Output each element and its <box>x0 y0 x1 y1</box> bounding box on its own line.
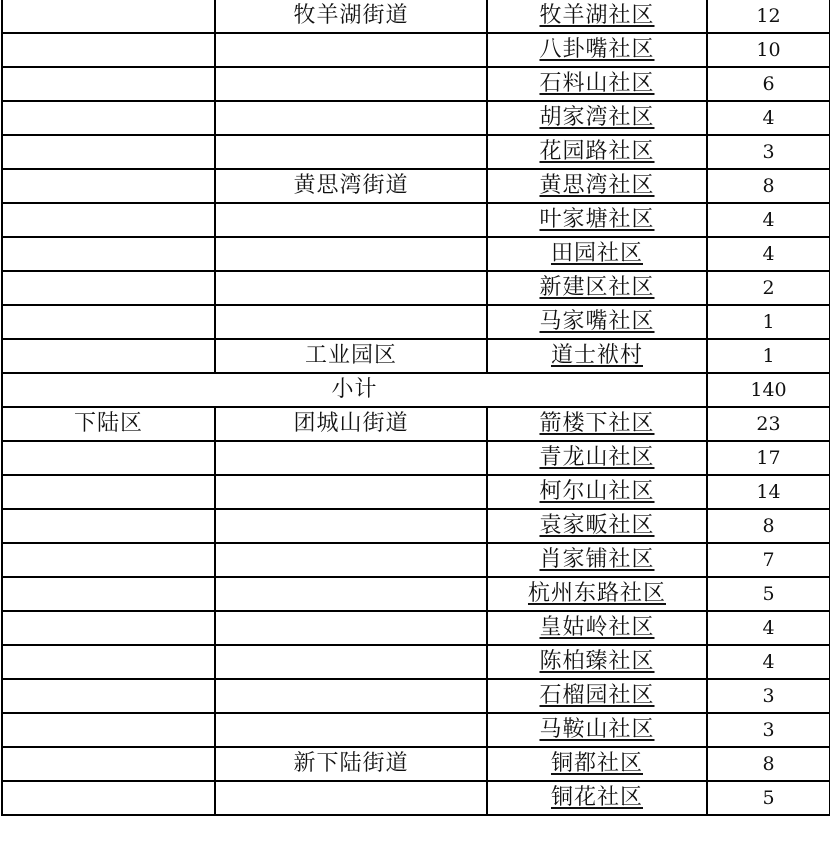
count-cell: 3 <box>707 713 830 747</box>
street-cell <box>215 679 487 713</box>
community-cell: 叶家塘社区 <box>487 203 707 237</box>
district-cell <box>2 679 215 713</box>
community-cell: 胡家湾社区 <box>487 101 707 135</box>
count-cell: 8 <box>707 169 830 203</box>
count-cell: 2 <box>707 271 830 305</box>
district-cell <box>2 203 215 237</box>
count-cell: 12 <box>707 0 830 33</box>
district-cell <box>2 271 215 305</box>
district-cell: 下陆区 <box>2 407 215 441</box>
table-row <box>2 407 830 441</box>
community-count-table <box>1 0 830 816</box>
district-cell <box>2 135 215 169</box>
table-row <box>2 509 830 543</box>
count-cell: 4 <box>707 203 830 237</box>
street-cell <box>215 713 487 747</box>
count-cell: 7 <box>707 543 830 577</box>
district-cell <box>2 713 215 747</box>
table-row <box>2 441 830 475</box>
table-row <box>2 543 830 577</box>
count-cell: 8 <box>707 509 830 543</box>
street-cell: 牧羊湖街道 <box>215 0 487 33</box>
table-row <box>2 645 830 679</box>
street-cell: 团城山街道 <box>215 407 487 441</box>
table-row <box>2 781 830 815</box>
table-row <box>2 747 830 781</box>
table-row <box>2 305 830 339</box>
street-cell <box>215 305 487 339</box>
street-cell: 黄思湾街道 <box>215 169 487 203</box>
community-cell: 铜都社区 <box>487 747 707 781</box>
district-cell <box>2 577 215 611</box>
count-cell: 10 <box>707 33 830 67</box>
street-cell: 新下陆街道 <box>215 747 487 781</box>
district-cell <box>2 339 215 373</box>
community-cell: 陈柏臻社区 <box>487 645 707 679</box>
table-row <box>2 339 830 373</box>
district-cell <box>2 33 215 67</box>
street-cell <box>215 543 487 577</box>
community-cell: 八卦嘴社区 <box>487 33 707 67</box>
district-cell <box>2 305 215 339</box>
community-cell: 田园社区 <box>487 237 707 271</box>
district-cell <box>2 509 215 543</box>
street-cell <box>215 203 487 237</box>
street-cell <box>215 781 487 815</box>
community-cell: 肖家铺社区 <box>487 543 707 577</box>
table-row <box>2 203 830 237</box>
street-cell <box>215 237 487 271</box>
district-cell <box>2 101 215 135</box>
table-row <box>2 0 830 33</box>
table-row <box>2 237 830 271</box>
count-cell: 3 <box>707 679 830 713</box>
district-cell <box>2 475 215 509</box>
community-cell: 青龙山社区 <box>487 441 707 475</box>
count-cell: 6 <box>707 67 830 101</box>
table-row <box>2 373 830 407</box>
table-row <box>2 679 830 713</box>
community-cell: 马家嘴社区 <box>487 305 707 339</box>
table-row <box>2 101 830 135</box>
street-cell <box>215 101 487 135</box>
count-cell: 5 <box>707 577 830 611</box>
street-cell <box>215 509 487 543</box>
table-row <box>2 713 830 747</box>
street-cell <box>215 33 487 67</box>
table-row <box>2 33 830 67</box>
district-cell <box>2 169 215 203</box>
street-cell <box>215 271 487 305</box>
community-cell: 牧羊湖社区 <box>487 0 707 33</box>
community-cell: 袁家畈社区 <box>487 509 707 543</box>
community-cell: 马鞍山社区 <box>487 713 707 747</box>
street-cell <box>215 135 487 169</box>
table-body <box>2 0 830 815</box>
community-cell: 道士袱村 <box>487 339 707 373</box>
subtotal-label-cell: 小计 <box>2 373 707 407</box>
street-cell <box>215 645 487 679</box>
table-row <box>2 67 830 101</box>
district-cell <box>2 781 215 815</box>
count-cell: 3 <box>707 135 830 169</box>
street-cell <box>215 475 487 509</box>
subtotal-count-cell: 140 <box>707 373 830 407</box>
count-cell: 4 <box>707 101 830 135</box>
district-cell <box>2 441 215 475</box>
count-cell: 4 <box>707 237 830 271</box>
count-cell: 23 <box>707 407 830 441</box>
street-cell <box>215 67 487 101</box>
count-cell: 14 <box>707 475 830 509</box>
table-row <box>2 271 830 305</box>
street-cell: 工业园区 <box>215 339 487 373</box>
count-cell: 8 <box>707 747 830 781</box>
community-cell: 黄思湾社区 <box>487 169 707 203</box>
table-row <box>2 135 830 169</box>
community-cell: 杭州东路社区 <box>487 577 707 611</box>
table-row <box>2 611 830 645</box>
table-row <box>2 475 830 509</box>
count-cell: 1 <box>707 339 830 373</box>
street-cell <box>215 577 487 611</box>
district-cell <box>2 747 215 781</box>
district-cell <box>2 67 215 101</box>
community-cell: 石榴园社区 <box>487 679 707 713</box>
community-cell: 花园路社区 <box>487 135 707 169</box>
community-cell: 柯尔山社区 <box>487 475 707 509</box>
district-cell <box>2 611 215 645</box>
count-cell: 4 <box>707 611 830 645</box>
table-row <box>2 169 830 203</box>
district-cell <box>2 543 215 577</box>
district-cell <box>2 237 215 271</box>
community-cell: 皇姑岭社区 <box>487 611 707 645</box>
street-cell <box>215 611 487 645</box>
community-cell: 箭楼下社区 <box>487 407 707 441</box>
count-cell: 4 <box>707 645 830 679</box>
count-cell: 5 <box>707 781 830 815</box>
community-cell: 铜花社区 <box>487 781 707 815</box>
district-cell <box>2 0 215 33</box>
table-row <box>2 577 830 611</box>
count-cell: 1 <box>707 305 830 339</box>
community-cell: 新建区社区 <box>487 271 707 305</box>
community-cell: 石料山社区 <box>487 67 707 101</box>
count-cell: 17 <box>707 441 830 475</box>
district-cell <box>2 645 215 679</box>
street-cell <box>215 441 487 475</box>
